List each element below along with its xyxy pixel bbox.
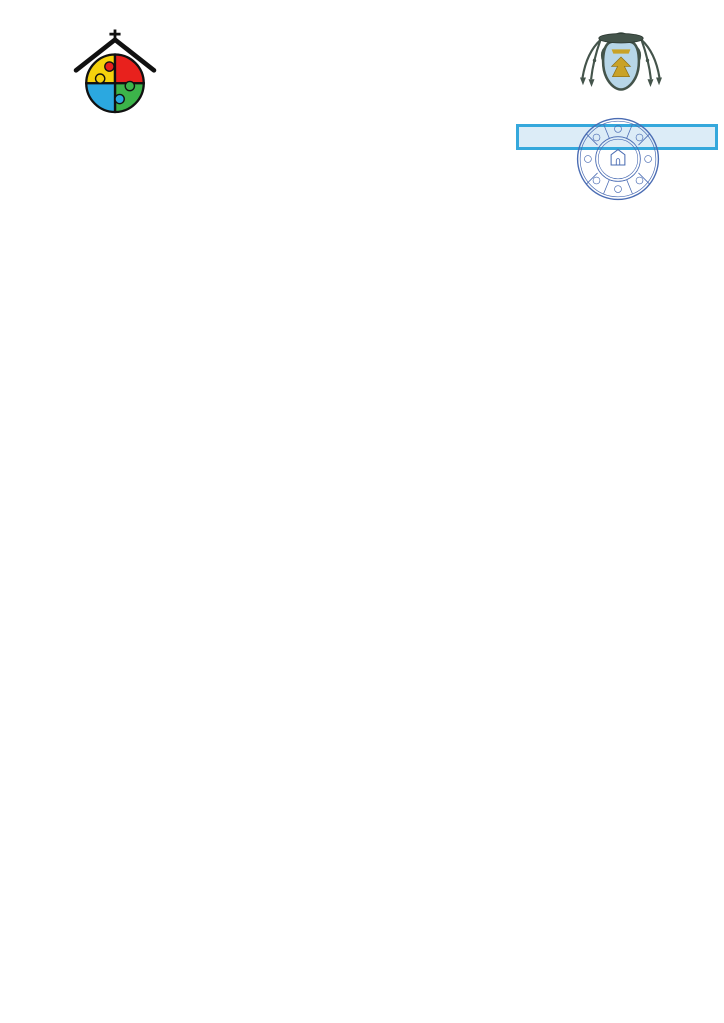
unita-pastorale-seal-icon <box>574 116 662 202</box>
church-puzzle-logo-icon <box>64 26 166 122</box>
page-header <box>0 0 724 26</box>
bishop-crest-icon <box>574 24 668 114</box>
